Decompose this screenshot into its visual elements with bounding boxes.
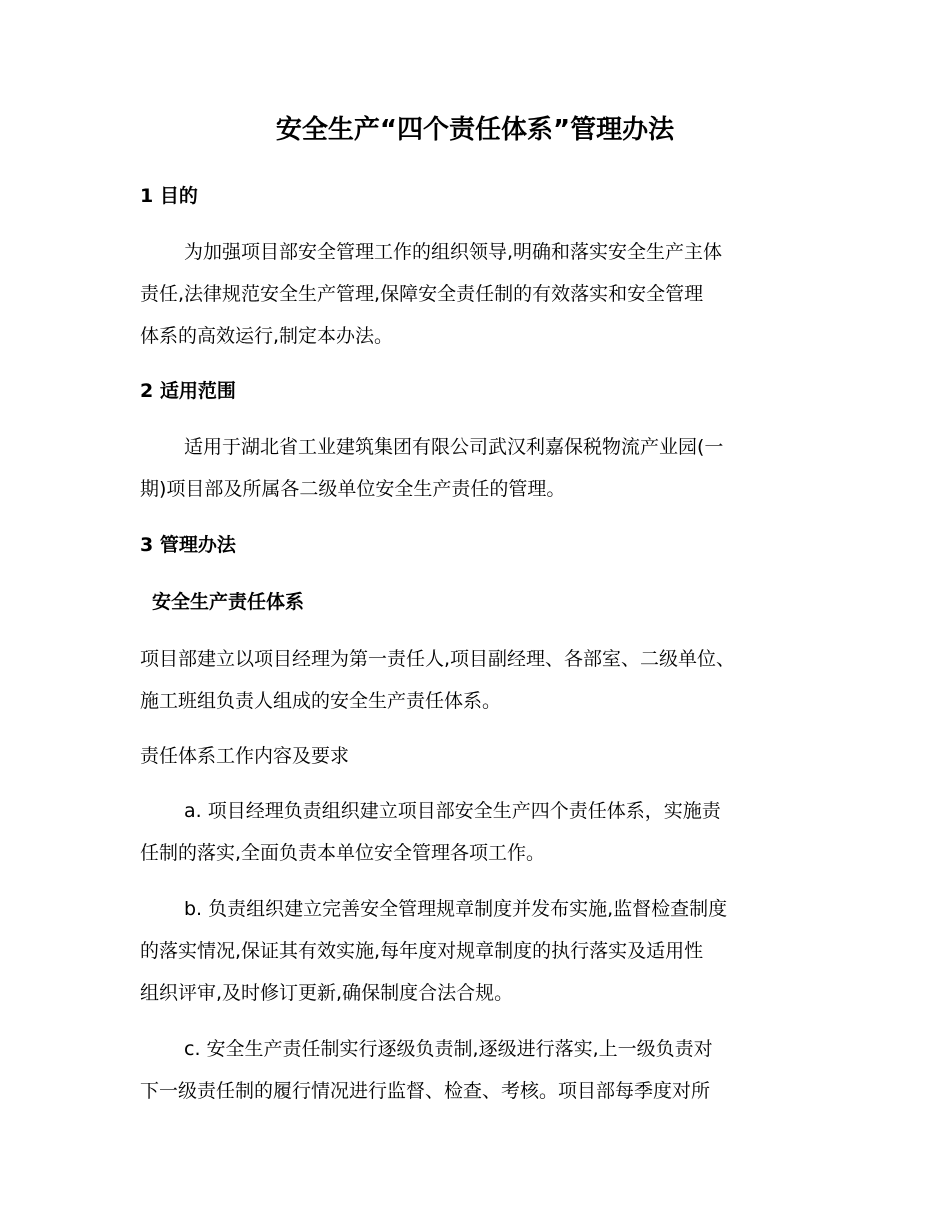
list-item-line: 组织评审,及时修订更新,确保制度合法合规。: [140, 982, 514, 1004]
requirements-title: 责任体系工作内容及要求: [140, 745, 350, 767]
section-heading-scope: 2 适用范围: [140, 380, 236, 402]
list-item-line: 下一级责任制的履行情况进行监督、检查、考核。项目部每季度对所: [140, 1080, 711, 1102]
section-heading-management: 3 管理办法: [140, 534, 236, 556]
section-heading-purpose: 1 目的: [140, 185, 198, 207]
list-item-line: 的落实情况,保证其有效实施,每年度对规章制度的执行落实及适用性: [140, 940, 704, 962]
paragraph-line: 项目部建立以项目经理为第一责任人,项目副经理、各部室、二级单位、: [140, 648, 736, 670]
paragraph-line: 为加强项目部安全管理工作的组织领导,明确和落实安全生产主体: [184, 241, 723, 263]
paragraph-line: 期)项目部及所属各二级单位安全生产责任的管理。: [140, 478, 566, 500]
paragraph-line: 体系的高效运行,制定本办法。: [140, 325, 394, 347]
paragraph-line: 施工班组负责人组成的安全生产责任体系。: [140, 690, 502, 712]
list-item-line: a. 项目经理负责组织建立项目部安全生产四个责任体系，实施责: [184, 800, 721, 822]
list-item-line: b. 负责组织建立完善安全管理规章制度并发布实施,监督检查制度: [184, 898, 728, 920]
subsection-heading: 安全生产责任体系: [152, 591, 305, 613]
document-title: 安全生产“四个责任体系”管理办法: [275, 115, 675, 145]
list-item-line: c. 安全生产责任制实行逐级负责制,逐级进行落实,上一级负责对: [184, 1038, 713, 1060]
list-item-line: 任制的落实,全面负责本单位安全管理各项工作。: [140, 842, 546, 864]
paragraph-line: 责任,法律规范安全生产管理,保障安全责任制的有效落实和安全管理: [140, 283, 704, 305]
paragraph-line: 适用于湖北省工业建筑集团有限公司武汉利嘉保税物流产业园(一: [184, 436, 724, 458]
